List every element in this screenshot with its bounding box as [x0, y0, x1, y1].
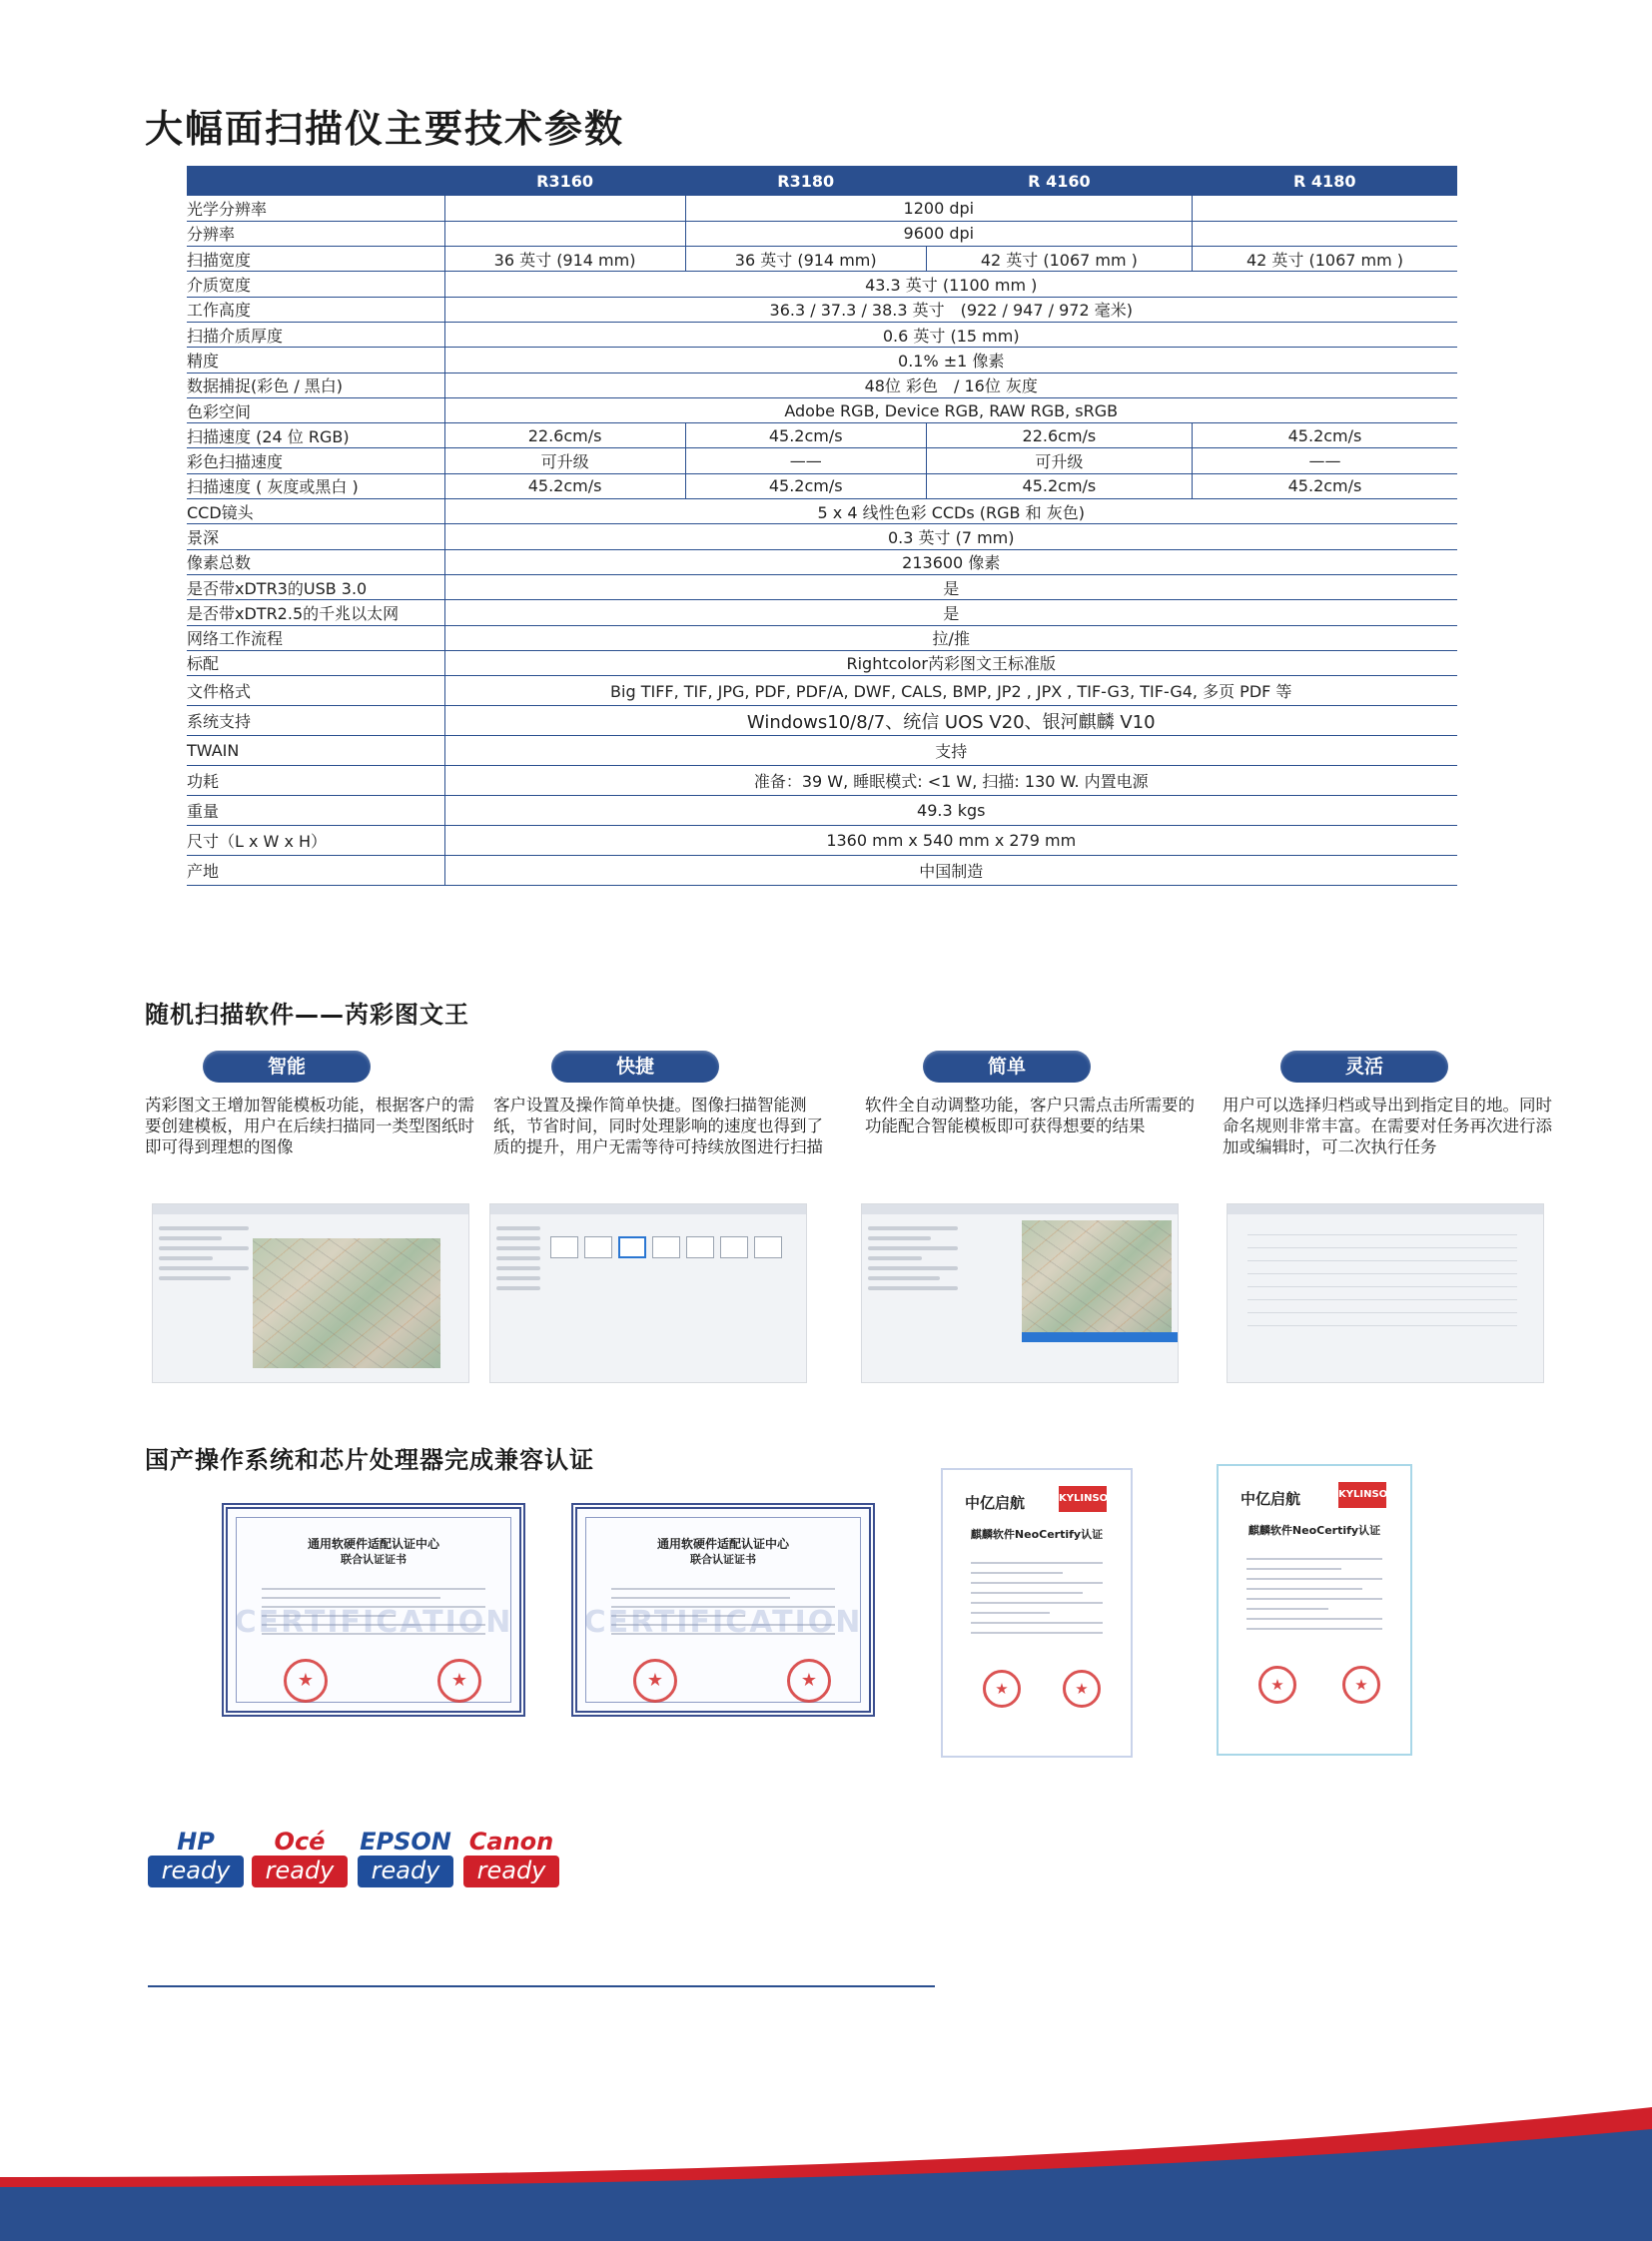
- spec-row: [187, 247, 1457, 272]
- spec-value: 可升级: [926, 448, 1192, 473]
- window-titlebar: [862, 1204, 1178, 1214]
- red-seal-icon: ★: [1258, 1666, 1296, 1704]
- spec-row: [187, 473, 1457, 498]
- spec-label: CCD镜头: [187, 499, 444, 524]
- spec-row: [187, 423, 1457, 448]
- feature-text: 客户设置及操作简单快捷。图像扫描智能测纸，节省时间，同时处理影响的速度也得到了质的提升，用户无需等待可持续放图进行扫描: [493, 1096, 823, 1156]
- certs-section-title: 国产操作系统和芯片处理器完成兼容认证: [145, 1446, 594, 1474]
- cert-title: 麒麟软件NeoCertify认证: [970, 1528, 1104, 1541]
- model-header: R 4180: [1193, 166, 1458, 196]
- spec-label: 介质宽度: [187, 272, 444, 297]
- spec-row: [187, 499, 1457, 524]
- spec-row: [187, 826, 1457, 856]
- spec-header-row: [187, 166, 1457, 196]
- spec-header-blank: [187, 166, 444, 196]
- model-header: R3180: [685, 166, 926, 196]
- cert-title: 通用软硬件适配认证中心: [307, 1537, 439, 1551]
- spec-value: Rightcolor芮彩图文王标准版: [444, 650, 1457, 675]
- window-titlebar: [153, 1204, 468, 1214]
- certificate-vertical: [1217, 1464, 1412, 1756]
- software-screenshot-simple: [861, 1203, 1179, 1383]
- spec-value: 45.2cm/s: [685, 423, 926, 448]
- spec-value: 48位 彩色 / 16位 灰度: [444, 373, 1457, 397]
- spec-cell: [444, 221, 685, 246]
- spec-value: 1200 dpi: [685, 196, 1192, 221]
- settings-panel: [496, 1220, 540, 1296]
- spec-value: 是: [444, 574, 1457, 599]
- feature-block: [493, 1051, 823, 1157]
- spec-value: 36 英寸 (914 mm): [685, 247, 926, 272]
- spec-row: [187, 196, 1457, 221]
- spec-label: 产地: [187, 856, 444, 886]
- feature-text: 芮彩图文王增加智能模板功能，根据客户的需要创建模板，用户在后续扫描同一类型图纸时即可得到理想的图像: [145, 1096, 474, 1156]
- feature-text: 用户可以选择归档或导出到指定目的地。同时命名规则非常丰富。在需要对任务再次进行添加或编辑时，可二次执行任务: [1223, 1096, 1552, 1156]
- spec-row: [187, 650, 1457, 675]
- spec-value: Adobe RGB, Device RGB, RAW RGB, sRGB: [444, 397, 1457, 422]
- spec-label: 分辨率: [187, 221, 444, 246]
- window-titlebar: [490, 1204, 806, 1214]
- spec-value: 42 英寸 (1067 mm ): [1193, 247, 1458, 272]
- spec-cell: [1193, 196, 1458, 221]
- spec-row: [187, 766, 1457, 796]
- spec-value: 22.6cm/s: [926, 423, 1192, 448]
- spec-value: 45.2cm/s: [1193, 423, 1458, 448]
- spec-label: 功耗: [187, 766, 444, 796]
- spec-table: [187, 166, 1457, 886]
- kylin-badge: KYLINSOFT: [1338, 1482, 1386, 1508]
- spec-value: ——: [1193, 448, 1458, 473]
- spec-row: [187, 600, 1457, 625]
- spec-row: [187, 397, 1457, 422]
- cert-logo: 中亿启航: [1240, 1490, 1301, 1508]
- certificate-vertical: [941, 1468, 1133, 1758]
- settings-panel: [159, 1220, 249, 1286]
- spec-row: [187, 736, 1457, 766]
- spec-row: [187, 348, 1457, 373]
- brand-name: Océ: [274, 1828, 326, 1856]
- map-preview: [1022, 1220, 1172, 1332]
- spec-row: [187, 676, 1457, 706]
- software-screenshot-flexible: [1227, 1203, 1544, 1383]
- spec-row: [187, 856, 1457, 886]
- spec-value: 5 x 4 线性色彩 CCDs (RGB 和 灰色): [444, 499, 1457, 524]
- spec-label: 是否带xDTR3的USB 3.0: [187, 574, 444, 599]
- spec-label: TWAIN: [187, 736, 444, 766]
- spec-value: 可升级: [444, 448, 685, 473]
- cert-subtitle: 联合认证证书: [690, 1553, 756, 1566]
- page-title: 大幅面扫描仪主要技术参数: [145, 107, 625, 151]
- hp-ready-logo: [148, 1828, 244, 1887]
- brand-name: Canon: [468, 1828, 554, 1856]
- software-section-title: 随机扫描软件——芮彩图文王: [145, 1001, 469, 1029]
- epson-ready-logo: [358, 1828, 453, 1887]
- spec-row: [187, 322, 1457, 347]
- brand-name: EPSON: [360, 1828, 451, 1856]
- red-seal-icon: ★: [633, 1659, 677, 1703]
- spec-value: 22.6cm/s: [444, 423, 685, 448]
- spec-label: 尺寸（L x W x H）: [187, 826, 444, 856]
- red-seal-icon: ★: [437, 1659, 481, 1703]
- spec-value: 支持: [444, 736, 1457, 766]
- feature-pill: 快捷: [551, 1051, 719, 1083]
- progress-strip: [1022, 1332, 1178, 1342]
- cert-watermark: CERTIFICATION: [234, 1605, 513, 1640]
- feature-block: [145, 1051, 474, 1157]
- ready-tag: ready: [358, 1856, 453, 1887]
- feature-pill: 简单: [923, 1051, 1091, 1083]
- spec-label: 色彩空间: [187, 397, 444, 422]
- feature-block: [1223, 1051, 1552, 1157]
- spec-cell: [444, 196, 685, 221]
- spec-label: 文件格式: [187, 676, 444, 706]
- spec-label: 系统支持: [187, 706, 444, 736]
- spec-label: 工作高度: [187, 297, 444, 322]
- spec-row: [187, 706, 1457, 736]
- model-header: R3160: [444, 166, 685, 196]
- spec-value: Windows10/8/7、统信 UOS V20、银河麒麟 V10: [444, 706, 1457, 736]
- window-titlebar: [1228, 1204, 1543, 1214]
- spec-value: 43.3 英寸 (1100 mm ): [444, 272, 1457, 297]
- spec-row: [187, 448, 1457, 473]
- spec-value: 0.3 英寸 (7 mm): [444, 524, 1457, 549]
- spec-value: 36 英寸 (914 mm): [444, 247, 685, 272]
- spec-row: [187, 524, 1457, 549]
- spec-value: 拉/推: [444, 625, 1457, 650]
- spec-label: 标配: [187, 650, 444, 675]
- certificate-horizontal: [222, 1503, 525, 1717]
- spec-label: 彩色扫描速度: [187, 448, 444, 473]
- oce-ready-logo: [252, 1828, 348, 1887]
- red-seal-icon: ★: [983, 1670, 1021, 1708]
- cert-watermark: CERTIFICATION: [583, 1605, 863, 1640]
- spec-label: 数据捕捉(彩色 / 黑白): [187, 373, 444, 397]
- red-seal-icon: ★: [284, 1659, 328, 1703]
- spec-label: 精度: [187, 348, 444, 373]
- feature-pill: 灵活: [1280, 1051, 1448, 1083]
- software-screenshot-fast: [489, 1203, 807, 1383]
- spec-row: [187, 574, 1457, 599]
- software-screenshot-smart: [152, 1203, 469, 1383]
- ready-tag: ready: [252, 1856, 348, 1887]
- model-header: R 4160: [926, 166, 1192, 196]
- spec-row: [187, 373, 1457, 397]
- canon-ready-logo: [463, 1828, 559, 1887]
- spec-label: 重量: [187, 796, 444, 826]
- cert-subtitle: 联合认证证书: [341, 1553, 407, 1566]
- spec-label: 光学分辨率: [187, 196, 444, 221]
- feature-pill: 智能: [203, 1051, 371, 1083]
- feature-block: [865, 1051, 1195, 1136]
- spec-value: 准备：39 W, 睡眠模式: <1 W, 扫描: 130 W. 内置电源: [444, 766, 1457, 796]
- spec-value: 45.2cm/s: [926, 473, 1192, 498]
- spec-value: ——: [685, 448, 926, 473]
- footer-wave: [0, 2107, 1652, 2241]
- spec-label: 扫描介质厚度: [187, 322, 444, 347]
- spec-label: 像素总数: [187, 549, 444, 574]
- spec-label: 扫描速度 (24 位 RGB): [187, 423, 444, 448]
- ready-tag: ready: [463, 1856, 559, 1887]
- spec-value: 36.3 / 37.3 / 38.3 英寸 (922 / 947 / 972 毫米): [444, 297, 1457, 322]
- spec-value: 是: [444, 600, 1457, 625]
- red-seal-icon: ★: [1342, 1666, 1380, 1704]
- spec-row: [187, 272, 1457, 297]
- spec-label: 景深: [187, 524, 444, 549]
- spec-row: [187, 221, 1457, 246]
- spec-value: 0.1% ±1 像素: [444, 348, 1457, 373]
- spec-cell: [1193, 221, 1458, 246]
- spec-value: 49.3 kgs: [444, 796, 1457, 826]
- cert-title: 通用软硬件适配认证中心: [656, 1537, 789, 1551]
- spec-value: 45.2cm/s: [685, 473, 926, 498]
- spec-label: 是否带xDTR2.5的千兆以太网: [187, 600, 444, 625]
- spec-value: 45.2cm/s: [444, 473, 685, 498]
- spec-value: 45.2cm/s: [1193, 473, 1458, 498]
- spec-row: [187, 297, 1457, 322]
- brand-name: HP: [177, 1828, 215, 1856]
- spec-row: [187, 625, 1457, 650]
- spec-value: 42 英寸 (1067 mm ): [926, 247, 1192, 272]
- cert-title: 麒麟软件NeoCertify认证: [1247, 1524, 1381, 1537]
- spec-row: [187, 796, 1457, 826]
- spec-label: 扫描速度 ( 灰度或黑白 ): [187, 473, 444, 498]
- spec-value: 中国制造: [444, 856, 1457, 886]
- certificate-horizontal: [571, 1503, 875, 1717]
- spec-label: 扫描宽度: [187, 247, 444, 272]
- spec-value: 213600 像素: [444, 549, 1457, 574]
- naming-rules-list: [1247, 1222, 1517, 1338]
- footer-rule: [148, 1985, 935, 1987]
- map-preview: [253, 1238, 440, 1368]
- spec-value: 0.6 英寸 (15 mm): [444, 322, 1457, 347]
- spec-label: 网络工作流程: [187, 625, 444, 650]
- spec-value: 9600 dpi: [685, 221, 1192, 246]
- ready-tag: ready: [148, 1856, 244, 1887]
- cert-logo: 中亿启航: [965, 1494, 1026, 1512]
- thumbnail-strip: [550, 1236, 782, 1258]
- red-seal-icon: ★: [787, 1659, 831, 1703]
- spec-value: 1360 mm x 540 mm x 279 mm: [444, 826, 1457, 856]
- settings-panel: [868, 1220, 958, 1296]
- spec-row: [187, 549, 1457, 574]
- kylin-badge: KYLINSOFT: [1059, 1486, 1107, 1512]
- feature-text: 软件全自动调整功能，客户只需点击所需要的功能配合智能模板即可获得想要的结果: [865, 1096, 1195, 1135]
- spec-value: Big TIFF, TIF, JPG, PDF, PDF/A, DWF, CALS, BMP, JP2 , JPX , TIF-G3, TIF-G4, 多页 PDF 等: [444, 676, 1457, 706]
- red-seal-icon: ★: [1063, 1670, 1101, 1708]
